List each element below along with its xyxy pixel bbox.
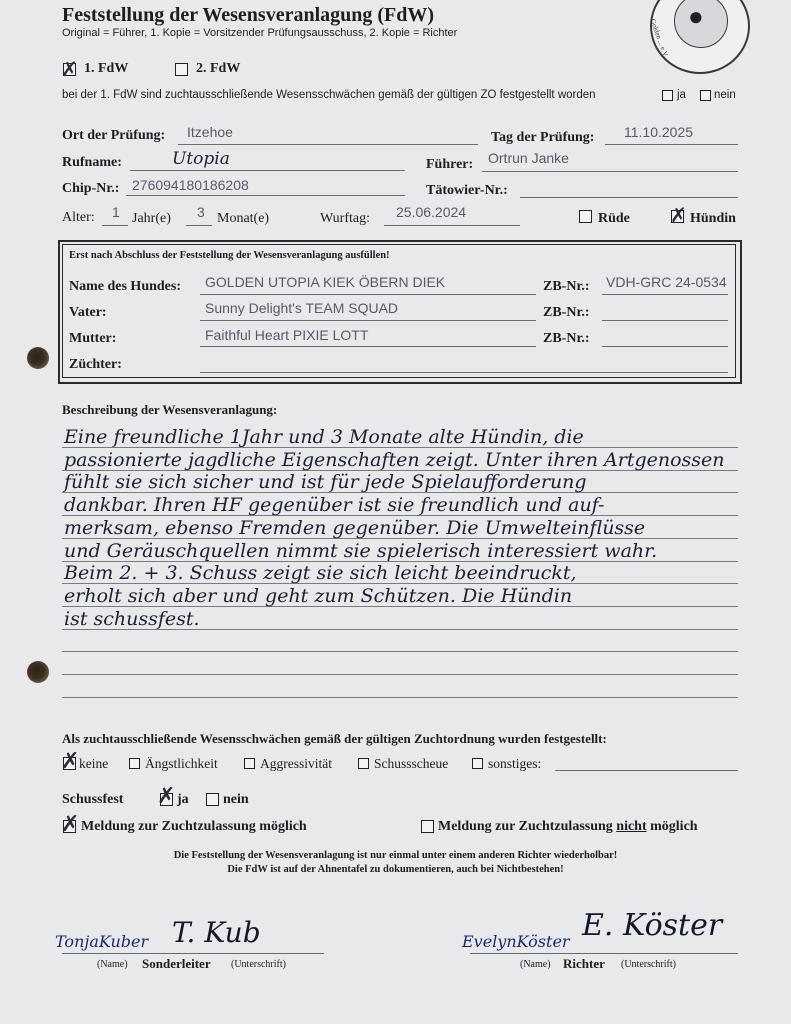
zuechter-line — [200, 372, 728, 373]
zb-label-2: ZB-Nr.: — [543, 305, 590, 320]
sonstiges-label: sonstiges: — [488, 756, 542, 771]
ruede-checkbox[interactable] — [579, 210, 592, 223]
taetowier-line — [520, 197, 738, 198]
dog-name-line — [200, 294, 536, 295]
zb-label-3: ZB-Nr.: — [543, 331, 590, 346]
left-signer-name: TonjaKuber — [55, 932, 149, 951]
right-signature: E. Köster — [582, 908, 723, 943]
huendin-label: Hündin — [690, 211, 736, 226]
ort-label: Ort der Prüfung: — [62, 128, 166, 143]
fuehrer-label: Führer: — [426, 157, 474, 172]
description-handwritten-line: passionierte jagdliche Eigenschaften zeigt. Unter ihren Artgenossen — [64, 448, 725, 471]
mutter-line — [200, 346, 536, 347]
wurftag-line — [384, 225, 520, 226]
rufname-value[interactable]: Utopia — [172, 149, 230, 169]
zb-label-1: ZB-Nr.: — [543, 279, 590, 294]
left-signature-line — [62, 953, 324, 954]
fdw1-label: 1. FdW — [84, 61, 129, 76]
zb-line-2 — [602, 320, 728, 321]
zulassung-not-possible-label — [438, 819, 698, 835]
defects-heading: Als zuchtausschließende Wesensschwächen gemäß der gültigen Zuchtordnung wurden festgestellt: — [62, 731, 607, 746]
question-ja-label: ja — [677, 89, 686, 101]
alter-label: Alter: — [62, 210, 95, 225]
schussscheue-label: Schussscheue — [374, 756, 449, 771]
ruede-label: Rüde — [598, 211, 630, 226]
sonstiges-checkbox[interactable] — [472, 758, 483, 769]
zuechter-label: Züchter: — [69, 357, 122, 372]
right-signature-line — [470, 953, 738, 954]
schussfest-ja-label: ja — [177, 792, 189, 807]
description-handwritten-line: merksam, ebenso Fremden gegenüber. Die Umwelteinflüsse — [64, 516, 646, 539]
description-handwritten-line: Beim 2. + 3. Schuss zeigt sie sich leicht beeindruckt, — [64, 562, 577, 585]
zulassung-possible-check-mark: ✗ — [61, 812, 80, 837]
rufname-line — [130, 170, 405, 171]
fuehrer-line — [482, 171, 738, 172]
dog-head-icon: ● — [688, 2, 704, 31]
punch-hole-top — [27, 347, 49, 369]
jahr-label: Jahr(e) — [132, 211, 171, 226]
right-role: Richter — [563, 956, 605, 971]
vater-label: Vater: — [69, 305, 107, 320]
huendin-check-mark: ✗ — [670, 203, 687, 227]
description-rule-line — [62, 697, 738, 698]
left-role: Sonderleiter — [142, 956, 211, 971]
keine-check-mark: ✗ — [61, 749, 80, 774]
tag-label: Tag der Prüfung: — [491, 130, 595, 145]
fdw2-label: 2. FdW — [196, 61, 241, 76]
chip-value[interactable]: 276094180186208 — [132, 177, 249, 193]
rufname-label: Rufname: — [62, 155, 122, 170]
wurftag-label: Wurftag: — [320, 211, 370, 226]
previous-fdw-question: bei der 1. FdW sind zuchtausschließende Wesensschwächen gemäß der gültigen ZO festgestellt worden — [62, 89, 596, 101]
zb-line-3 — [602, 346, 728, 347]
question-nein-label: nein — [714, 89, 736, 101]
description-heading: Beschreibung der Wesensveranlagung: — [62, 402, 278, 417]
club-seal — [650, 0, 750, 74]
description-handwritten-line: fühlt sie sich sicher und ist für jede Spielaufforderung — [64, 471, 587, 494]
description-rule-line — [62, 674, 738, 675]
ort-line — [178, 144, 478, 145]
right-signer-name: EvelynKöster — [462, 932, 570, 951]
mutter-value[interactable]: Faithful Heart PIXIE LOTT — [205, 327, 369, 343]
schussfest-nein-checkbox[interactable] — [206, 793, 219, 806]
tag-value[interactable]: 11.10.2025 — [624, 124, 694, 140]
zb-value-1[interactable]: VDH-GRC 24-0534 — [606, 274, 727, 290]
question-nein-checkbox[interactable] — [700, 90, 711, 101]
punch-hole-bottom — [27, 661, 49, 683]
alter-years-value[interactable]: 1 — [112, 204, 120, 220]
fdw1-check-mark: ✗ — [61, 57, 78, 81]
dog-name-value[interactable]: GOLDEN UTOPIA KIEK ÖBERN DIEK — [205, 274, 446, 290]
footer-notice-2: Die FdW ist auf der Ahnentafel zu dokumentieren, auch bei Nichtbestehen! — [227, 864, 564, 875]
seal-text: Golden ... e.V. — [648, 18, 670, 59]
tag-line — [605, 144, 738, 145]
alter-months-line — [186, 225, 212, 226]
ort-value[interactable]: Itzehoe — [187, 124, 233, 140]
zulassung-not-prefix: Meldung zur Zuchtzulassung — [438, 819, 613, 834]
question-ja-checkbox[interactable] — [662, 90, 673, 101]
schussfest-ja-check-mark: ✗ — [157, 784, 176, 809]
aggressivitaet-label: Aggressivität — [260, 756, 332, 771]
zulassung-possible-label: Meldung zur Zuchtzulassung möglich — [81, 819, 307, 834]
fuehrer-value[interactable]: Ortrun Janke — [488, 150, 569, 166]
description-handwritten-line: Eine freundliche 1Jahr und 3 Monate alte Hündin, die — [64, 426, 584, 448]
mutter-label: Mutter: — [69, 331, 117, 346]
zulassung-not-suffix: möglich — [650, 819, 698, 834]
pedigree-box-inner — [62, 244, 736, 378]
taetowier-label: Tätowier-Nr.: — [426, 183, 508, 198]
keine-label: keine — [79, 756, 109, 771]
aengstlichkeit-label: Ängstlichkeit — [145, 756, 218, 771]
description-rule-line — [62, 651, 738, 652]
vater-line — [200, 320, 536, 321]
aggressivitaet-checkbox[interactable] — [244, 758, 255, 769]
chip-label: Chip-Nr.: — [62, 181, 120, 196]
chip-line — [126, 195, 405, 196]
left-sig-caption: (Unterschrift) — [231, 959, 286, 970]
description-handwritten-line: ist schussfest. — [64, 607, 200, 630]
zulassung-not-possible-checkbox[interactable] — [421, 820, 434, 833]
footer-notice-1: Die Feststellung der Wesensveranlagung ist nur einmal unter einem anderen Richter wiederholbar! — [173, 850, 618, 861]
sonstiges-line — [555, 770, 738, 771]
schussscheue-checkbox[interactable] — [358, 758, 369, 769]
form-title: Feststellung der Wesensveranlagung (FdW) — [62, 4, 435, 26]
schussfest-label: Schussfest — [62, 792, 124, 807]
alter-months-value[interactable]: 3 — [197, 204, 205, 220]
fdw2-checkbox[interactable] — [175, 63, 188, 76]
description-handwritten-line: dankbar. Ihren HF gegenüber ist sie freundlich und auf- — [64, 494, 605, 517]
left-signature: T. Kub — [172, 916, 261, 949]
description-handwritten-line: und Geräuschquellen nimmt sie spielerisch interessiert wahr. — [64, 539, 658, 562]
schussfest-nein-label: nein — [223, 792, 249, 807]
monat-label: Monat(e) — [217, 211, 270, 226]
zulassung-not-word: nicht — [616, 819, 647, 834]
vater-value[interactable]: Sunny Delight's TEAM SQUAD — [205, 300, 399, 316]
description-handwritten-line: erholt sich aber und geht zum Schützen. Die Hündin — [64, 584, 573, 607]
alter-years-line — [102, 225, 128, 226]
wurftag-value[interactable]: 25.06.2024 — [396, 204, 467, 220]
right-sig-caption: (Unterschrift) — [621, 959, 676, 970]
zb-line-1 — [602, 294, 728, 295]
aengstlichkeit-checkbox[interactable] — [129, 758, 140, 769]
left-name-caption: (Name) — [97, 959, 128, 970]
right-name-caption: (Name) — [520, 959, 551, 970]
dog-name-label: Name des Hundes: — [69, 279, 182, 294]
pedigree-note: Erst nach Abschluss der Feststellung der Wesensveranlagung ausfüllen! — [69, 250, 390, 261]
copies-note: Original = Führer, 1. Kopie = Vorsitzender Prüfungsausschuss, 2. Kopie = Richter — [62, 27, 458, 39]
